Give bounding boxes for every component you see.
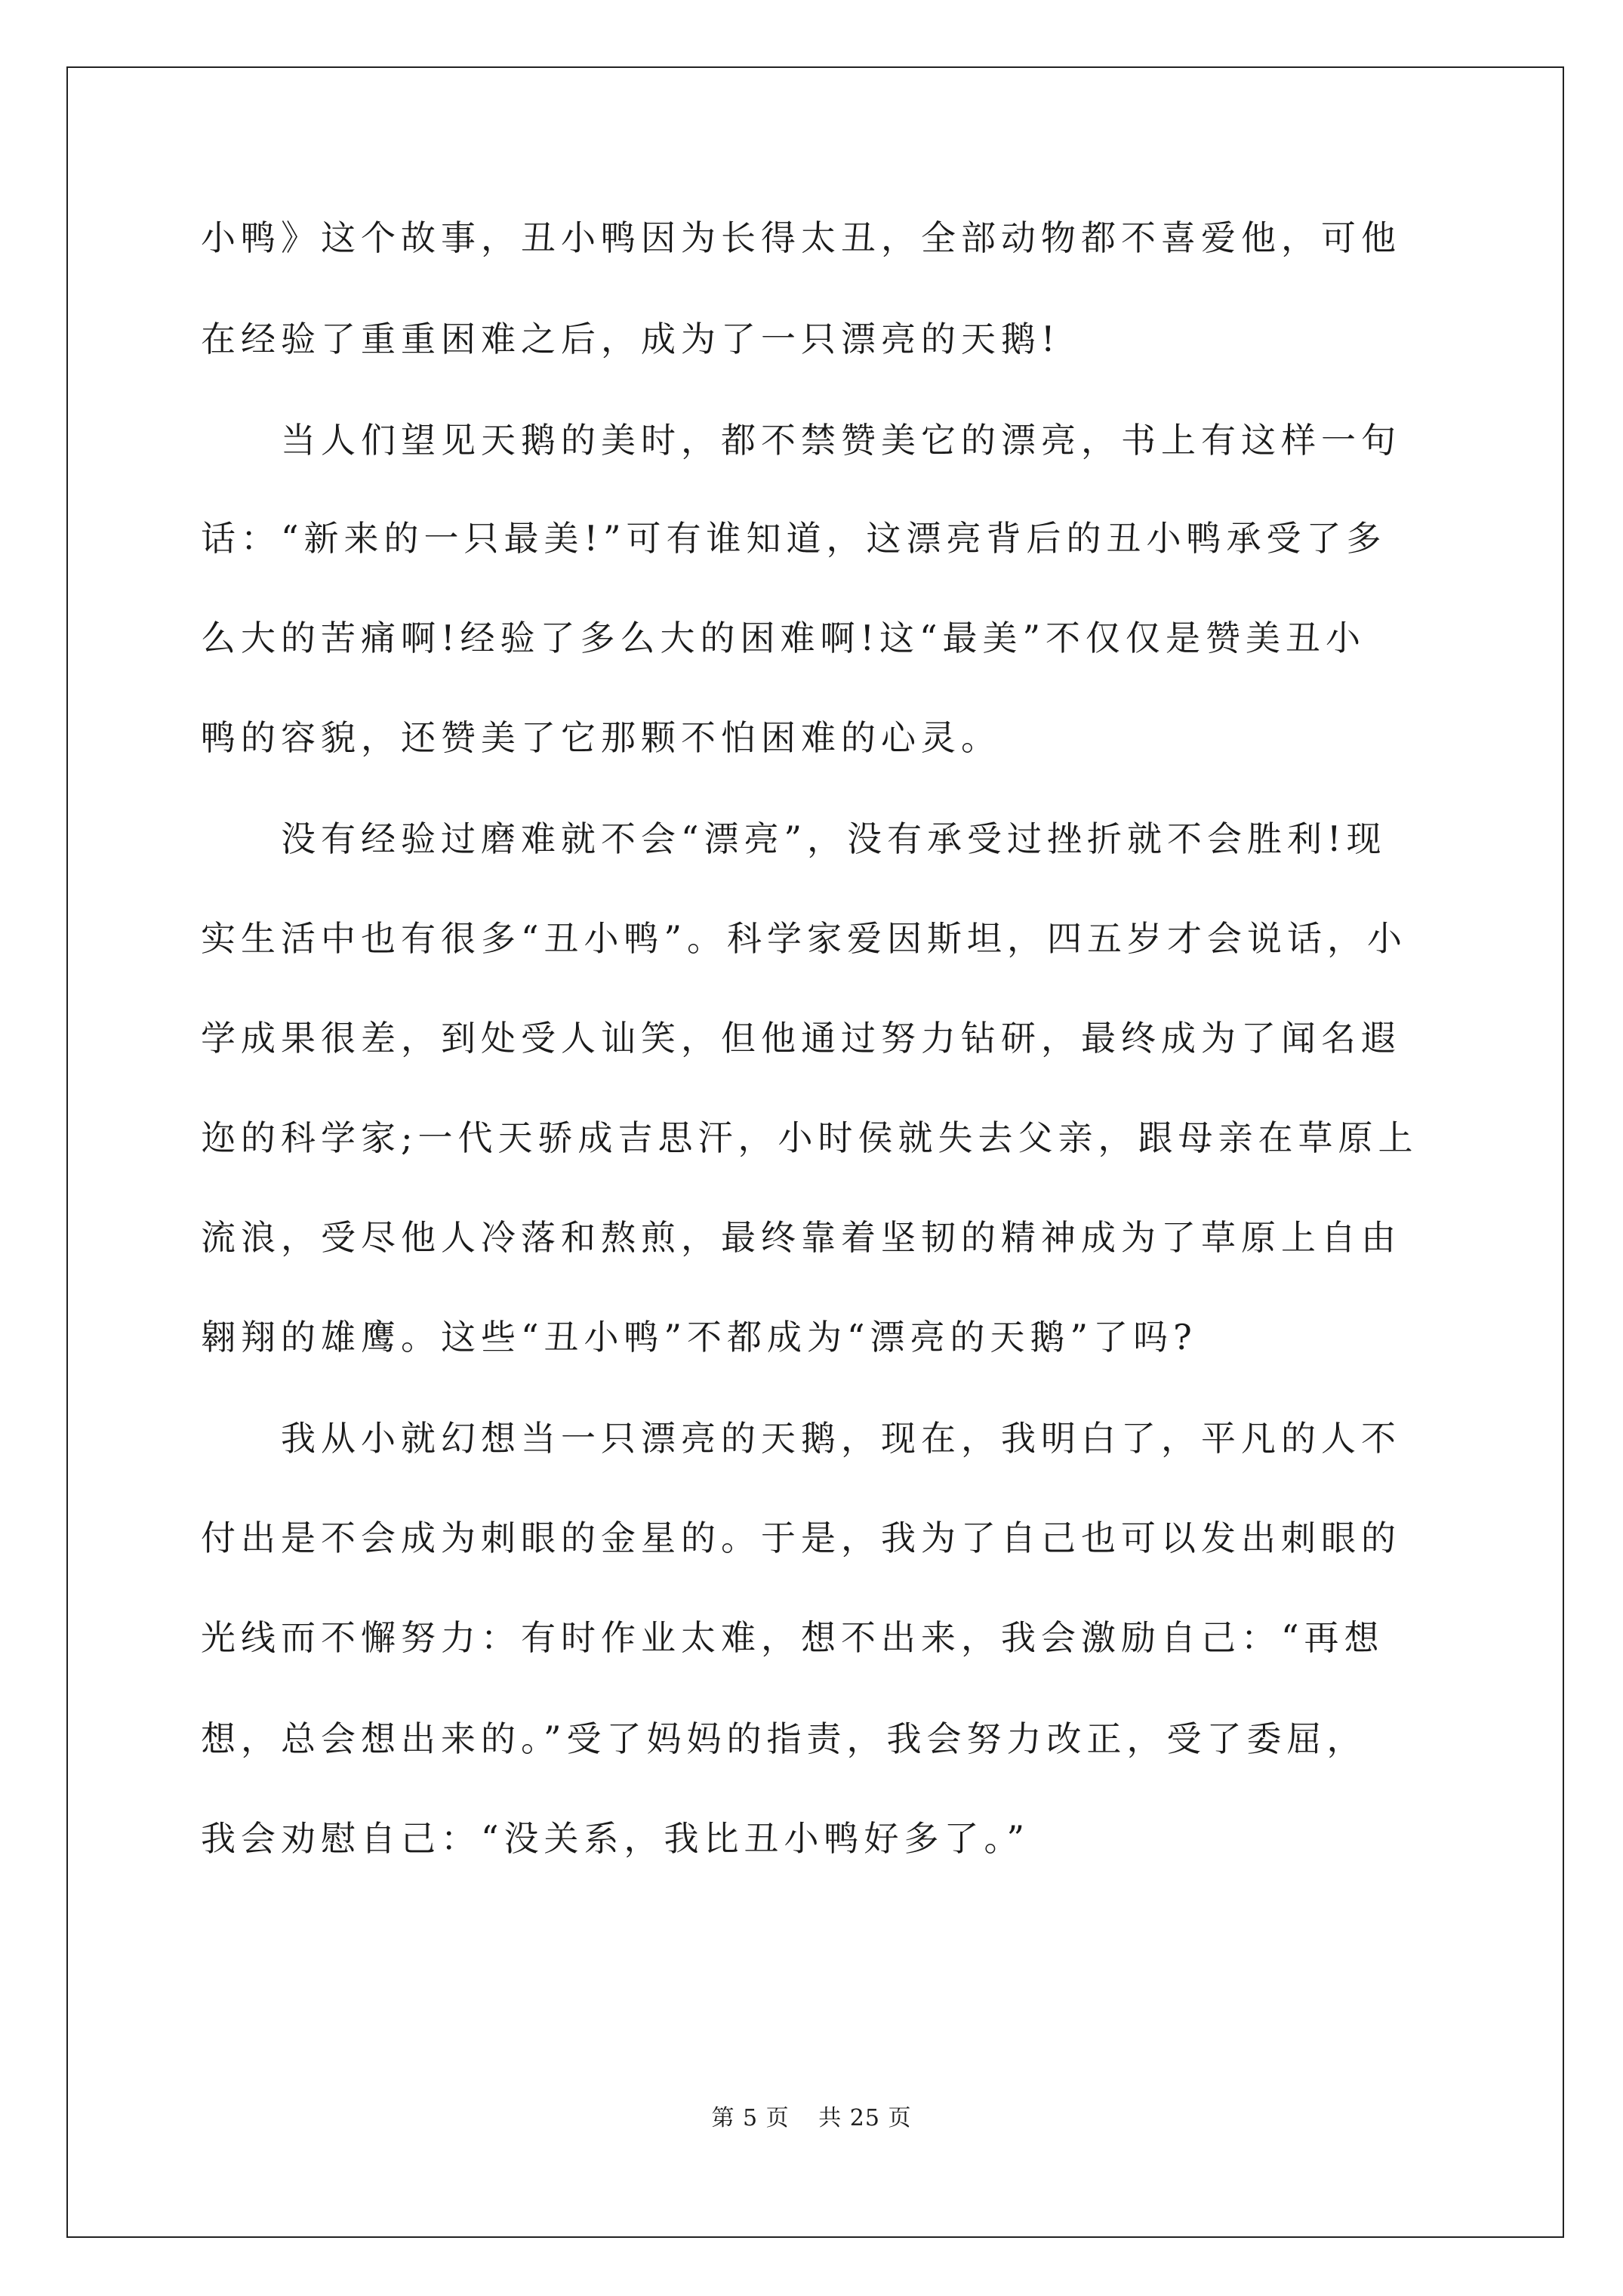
text-line: 学成果很差，到处受人讪笑，但他通过努力钻研，最终成为了闻名遐 xyxy=(201,1018,1401,1059)
text-line: 光线而不懈努力：有时作业太难，想不出来，我会激励自己：“再想 xyxy=(201,1617,1384,1658)
page-total: 共 25 页 xyxy=(818,2105,912,2131)
text-line: 流浪，受尽他人冷落和熬煎，最终靠着坚韧的精神成为了草原上自由 xyxy=(201,1217,1401,1258)
page-number: 第 5 页 xyxy=(711,2105,790,2131)
text-line: 想，总会想出来的。”受了妈妈的指责，我会努力改正，受了委屈， xyxy=(201,1718,1367,1759)
text-line: 话：“新来的一只最美!”可有谁知道，这漂亮背后的丑小鸭承受了多 xyxy=(201,518,1387,559)
text-line: 我从小就幻想当一只漂亮的天鹅，现在，我明白了，平凡的人不 xyxy=(201,1418,1401,1459)
text-line: 没有经验过磨难就不会“漂亮”，没有承受过挫折就不会胜利!现 xyxy=(201,818,1387,859)
text-line: 鸭的容貌，还赞美了它那颗不怕困难的心灵。 xyxy=(201,717,1001,758)
text-line: 么大的苦痛啊!经验了多么大的困难啊!这“最美”不仅仅是赞美丑小 xyxy=(201,618,1366,658)
text-line: 付出是不会成为刺眼的金星的。于是，我为了自己也可以发出刺眼的 xyxy=(201,1518,1401,1558)
text-line: 我会劝慰自己：“没关系，我比丑小鸭好多了。” xyxy=(201,1818,1030,1859)
text-line: 小鸭》这个故事，丑小鸭因为长得太丑，全部动物都不喜爱他，可他 xyxy=(201,217,1401,258)
text-line: 翱翔的雄鹰。这些“丑小鸭”不都成为“漂亮的天鹅”了吗? xyxy=(201,1317,1197,1358)
text-line: 当人们望见天鹅的美时，都不禁赞美它的漂亮，书上有这样一句 xyxy=(201,420,1401,461)
text-line: 在经验了重重困难之后，成为了一只漂亮的天鹅! xyxy=(201,319,1061,359)
text-line: 实生活中也有很多“丑小鸭”。科学家爱因斯坦，四五岁才会说话，小 xyxy=(201,918,1408,959)
page-footer xyxy=(0,2099,1623,2132)
text-line: 迩的科学家;一代天骄成吉思汗，小时侯就失去父亲，跟母亲在草原上 xyxy=(201,1117,1418,1158)
